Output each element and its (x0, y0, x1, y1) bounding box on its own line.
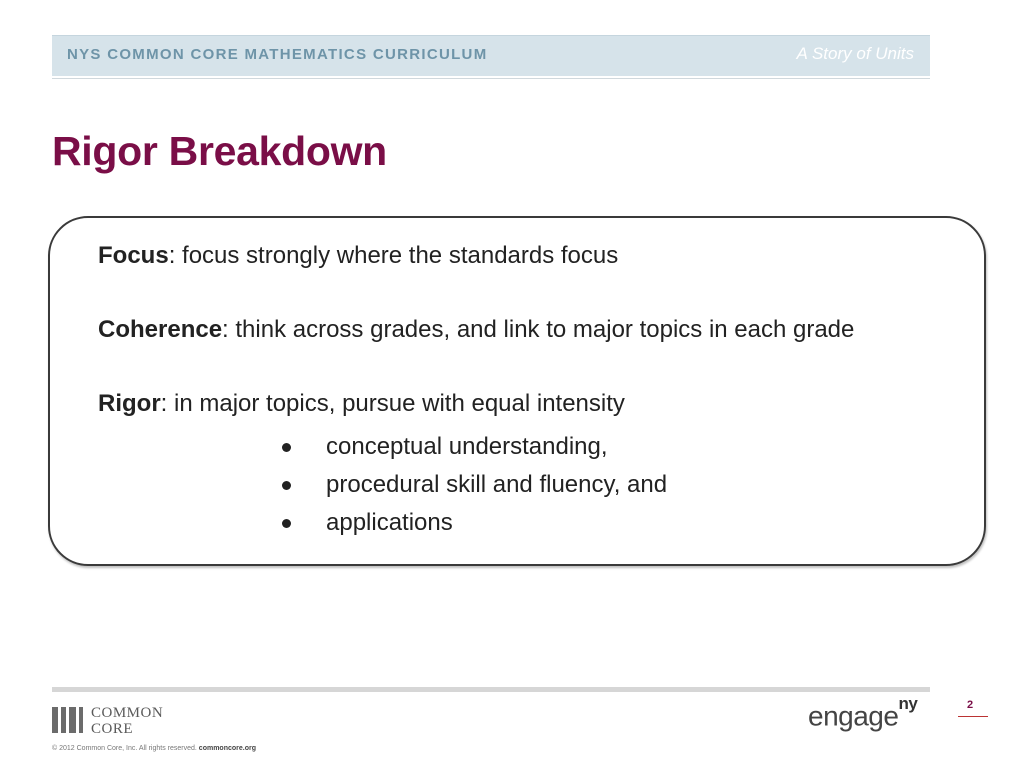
rigor-bullet-list (280, 428, 667, 542)
bullet-text: applications (326, 509, 453, 536)
story-of-units-label: A Story of Units (796, 44, 914, 63)
bullet-dot-icon (282, 443, 291, 452)
coherence-line (98, 316, 854, 344)
bullet-item (280, 466, 667, 504)
copyright-notice (52, 745, 256, 752)
page-number-underline (958, 716, 988, 717)
focus-text: : focus strongly where the standards focus (168, 242, 619, 269)
header-divider (52, 78, 930, 79)
page-number: 2 (967, 699, 974, 711)
logo-line-1: COMMON (91, 705, 164, 721)
engage-text: engage (808, 700, 899, 732)
copyright-text: © 2012 Common Core, Inc. All rights reserved. (52, 745, 197, 752)
rigor-text: : in major topics, pursue with equal intensity (160, 390, 625, 417)
bullet-item (280, 504, 667, 542)
footer-divider (52, 687, 930, 692)
bullet-text: conceptual understanding, (326, 433, 608, 460)
focus-term: Focus (98, 242, 169, 269)
logo-line-2: CORE (91, 721, 134, 737)
copyright-link[interactable]: commoncore.org (198, 745, 256, 752)
coherence-text: : think across grades, and link to major topics in each grade (222, 316, 855, 343)
ny-superscript: ny (898, 694, 918, 713)
focus-line (98, 242, 618, 270)
content-box (48, 216, 986, 566)
coherence-term: Coherence (98, 316, 223, 343)
bullet-item (280, 428, 667, 466)
curriculum-title: NYS COMMON CORE MATHEMATICS CURRICULUM (67, 46, 488, 63)
rigor-term: Rigor (98, 390, 161, 417)
bullet-dot-icon (282, 481, 291, 490)
slide-title: Rigor Breakdown (52, 128, 387, 174)
bullet-text: procedural skill and fluency, and (326, 471, 668, 498)
bullet-dot-icon (282, 519, 291, 528)
rigor-line (98, 390, 625, 418)
header-bar (52, 35, 930, 76)
engageny-logo (808, 694, 918, 732)
common-core-logo (52, 705, 192, 737)
